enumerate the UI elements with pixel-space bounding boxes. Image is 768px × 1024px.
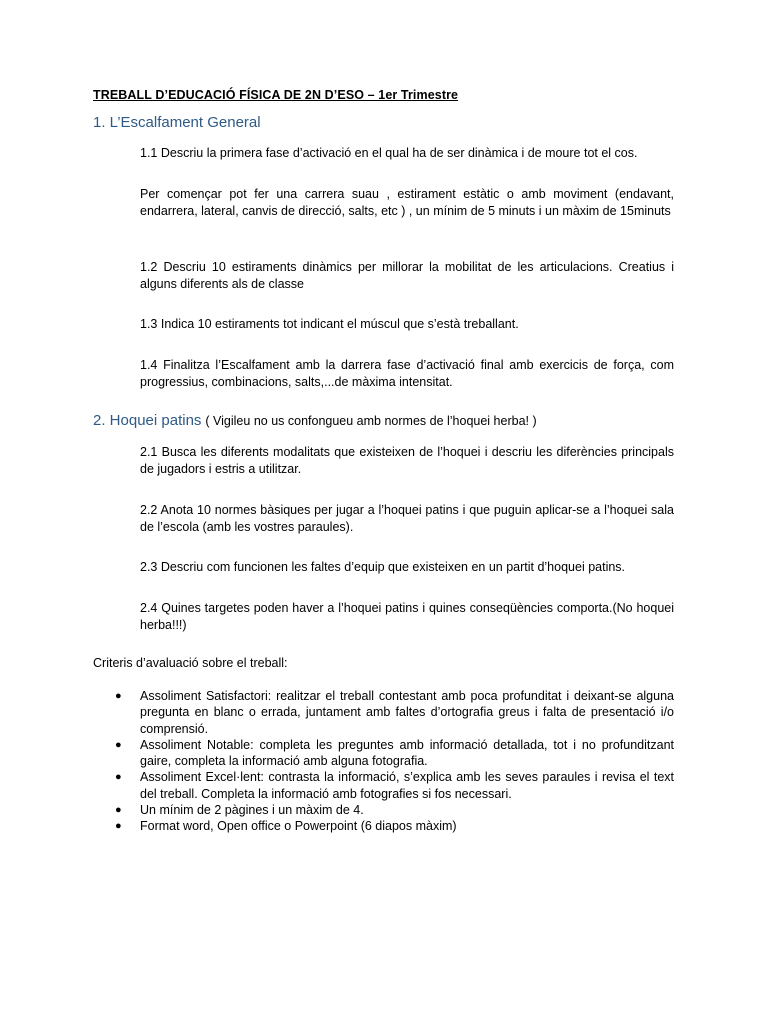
criteria-item-text: Assoliment Satisfactori: realitzar el treball contestant amb poca profunditat i deixant-se alguna pregunta en blanc o errada, juntament amb faltes d’ortografia greus i falta de presentació i/o comprensió.: [140, 689, 674, 736]
criteria-item-text: Un mínim de 2 pàgines i un màxim de 4.: [140, 803, 364, 818]
section-heading-warmup: 1. L’Escalfament General: [93, 114, 261, 131]
list-item: [93, 769, 674, 802]
list-item: [93, 818, 674, 834]
paragraph-1-4: 1.4 Finalitza l’Escalfament amb la darrera fase d’activació final amb exercicis de força, com progressius, combinacions, salts,...de màxima intensitat.: [140, 358, 674, 389]
section-heading-note: ( Vigileu no us confongueu amb normes de l’hoquei herba! ): [205, 414, 537, 428]
bullet-icon: ●: [115, 738, 122, 751]
bullet-icon: ●: [115, 690, 122, 702]
paragraph-2-4: 2.4 Quines targetes poden haver a l’hoquei patins i quines conseqüències comporta.(No hoquei herba!!!): [140, 601, 674, 632]
document-title: TREBALL D’EDUCACIÓ FÍSICA DE 2N D’ESO – 1er Trimestre: [93, 88, 459, 102]
paragraph-2-1: 2.1 Busca les diferents modalitats que existeixen de l’hoquei i descriu les diferències principals de jugadors i estris a utilitzar.: [140, 445, 674, 476]
bullet-icon: ●: [115, 820, 122, 833]
section-heading-roller-hockey: [93, 412, 537, 429]
criteria-item-text: Format word, Open office o Powerpoint (6 diapos màxim): [140, 819, 457, 834]
criteria-item-text: Assoliment Excel·lent: contrasta la informació, s’explica amb les seves paraules i revisa el text del treball. Completa la informació amb fotografies si fos necessari.: [140, 770, 674, 801]
section-heading-roller-hockey-text: 2. Hoquei patins: [93, 412, 202, 429]
bullet-icon: ●: [115, 804, 122, 817]
paragraph-1-2: 1.2 Descriu 10 estiraments dinàmics per millorar la mobilitat de les articulacions. Creatius i alguns diferents als de classe: [140, 260, 674, 291]
bullet-icon: ●: [115, 771, 122, 784]
paragraph-warmup-description: Per començar pot fer una carrera suau , estirament estàtic o amb moviment (endavant, endarrera, lateral, canvis de direcció, salts, etc ) , un mínim de 5 minuts i un màxim de 15minuts: [140, 187, 674, 218]
paragraph-2-3: 2.3 Descriu com funcionen les faltes d’equip que existeixen en un partit d’hoquei patins.: [140, 560, 626, 574]
list-item: [93, 737, 674, 770]
list-item: [93, 688, 674, 737]
paragraph-2-2: 2.2 Anota 10 normes bàsiques per jugar a l’hoquei patins i que puguin aplicar-se a l’hoquei sala de l’escola (amb les vostres paraules).: [140, 503, 674, 534]
list-item: [93, 802, 674, 818]
criteria-item-text: Assoliment Notable: completa les preguntes amb informació detallada, tot i no profunditzant gaire, completa la informació amb alguna fotografia.: [140, 737, 674, 769]
criteria-title: Criteris d’avaluació sobre el treball:: [93, 656, 288, 670]
paragraph-1-1: 1.1 Descriu la primera fase d’activació en el qual ha de ser dinàmica i de moure tot el cos.: [140, 146, 638, 160]
criteria-list: [93, 688, 674, 835]
paragraph-1-3: 1.3 Indica 10 estiraments tot indicant el múscul que s’està treballant.: [140, 317, 519, 331]
